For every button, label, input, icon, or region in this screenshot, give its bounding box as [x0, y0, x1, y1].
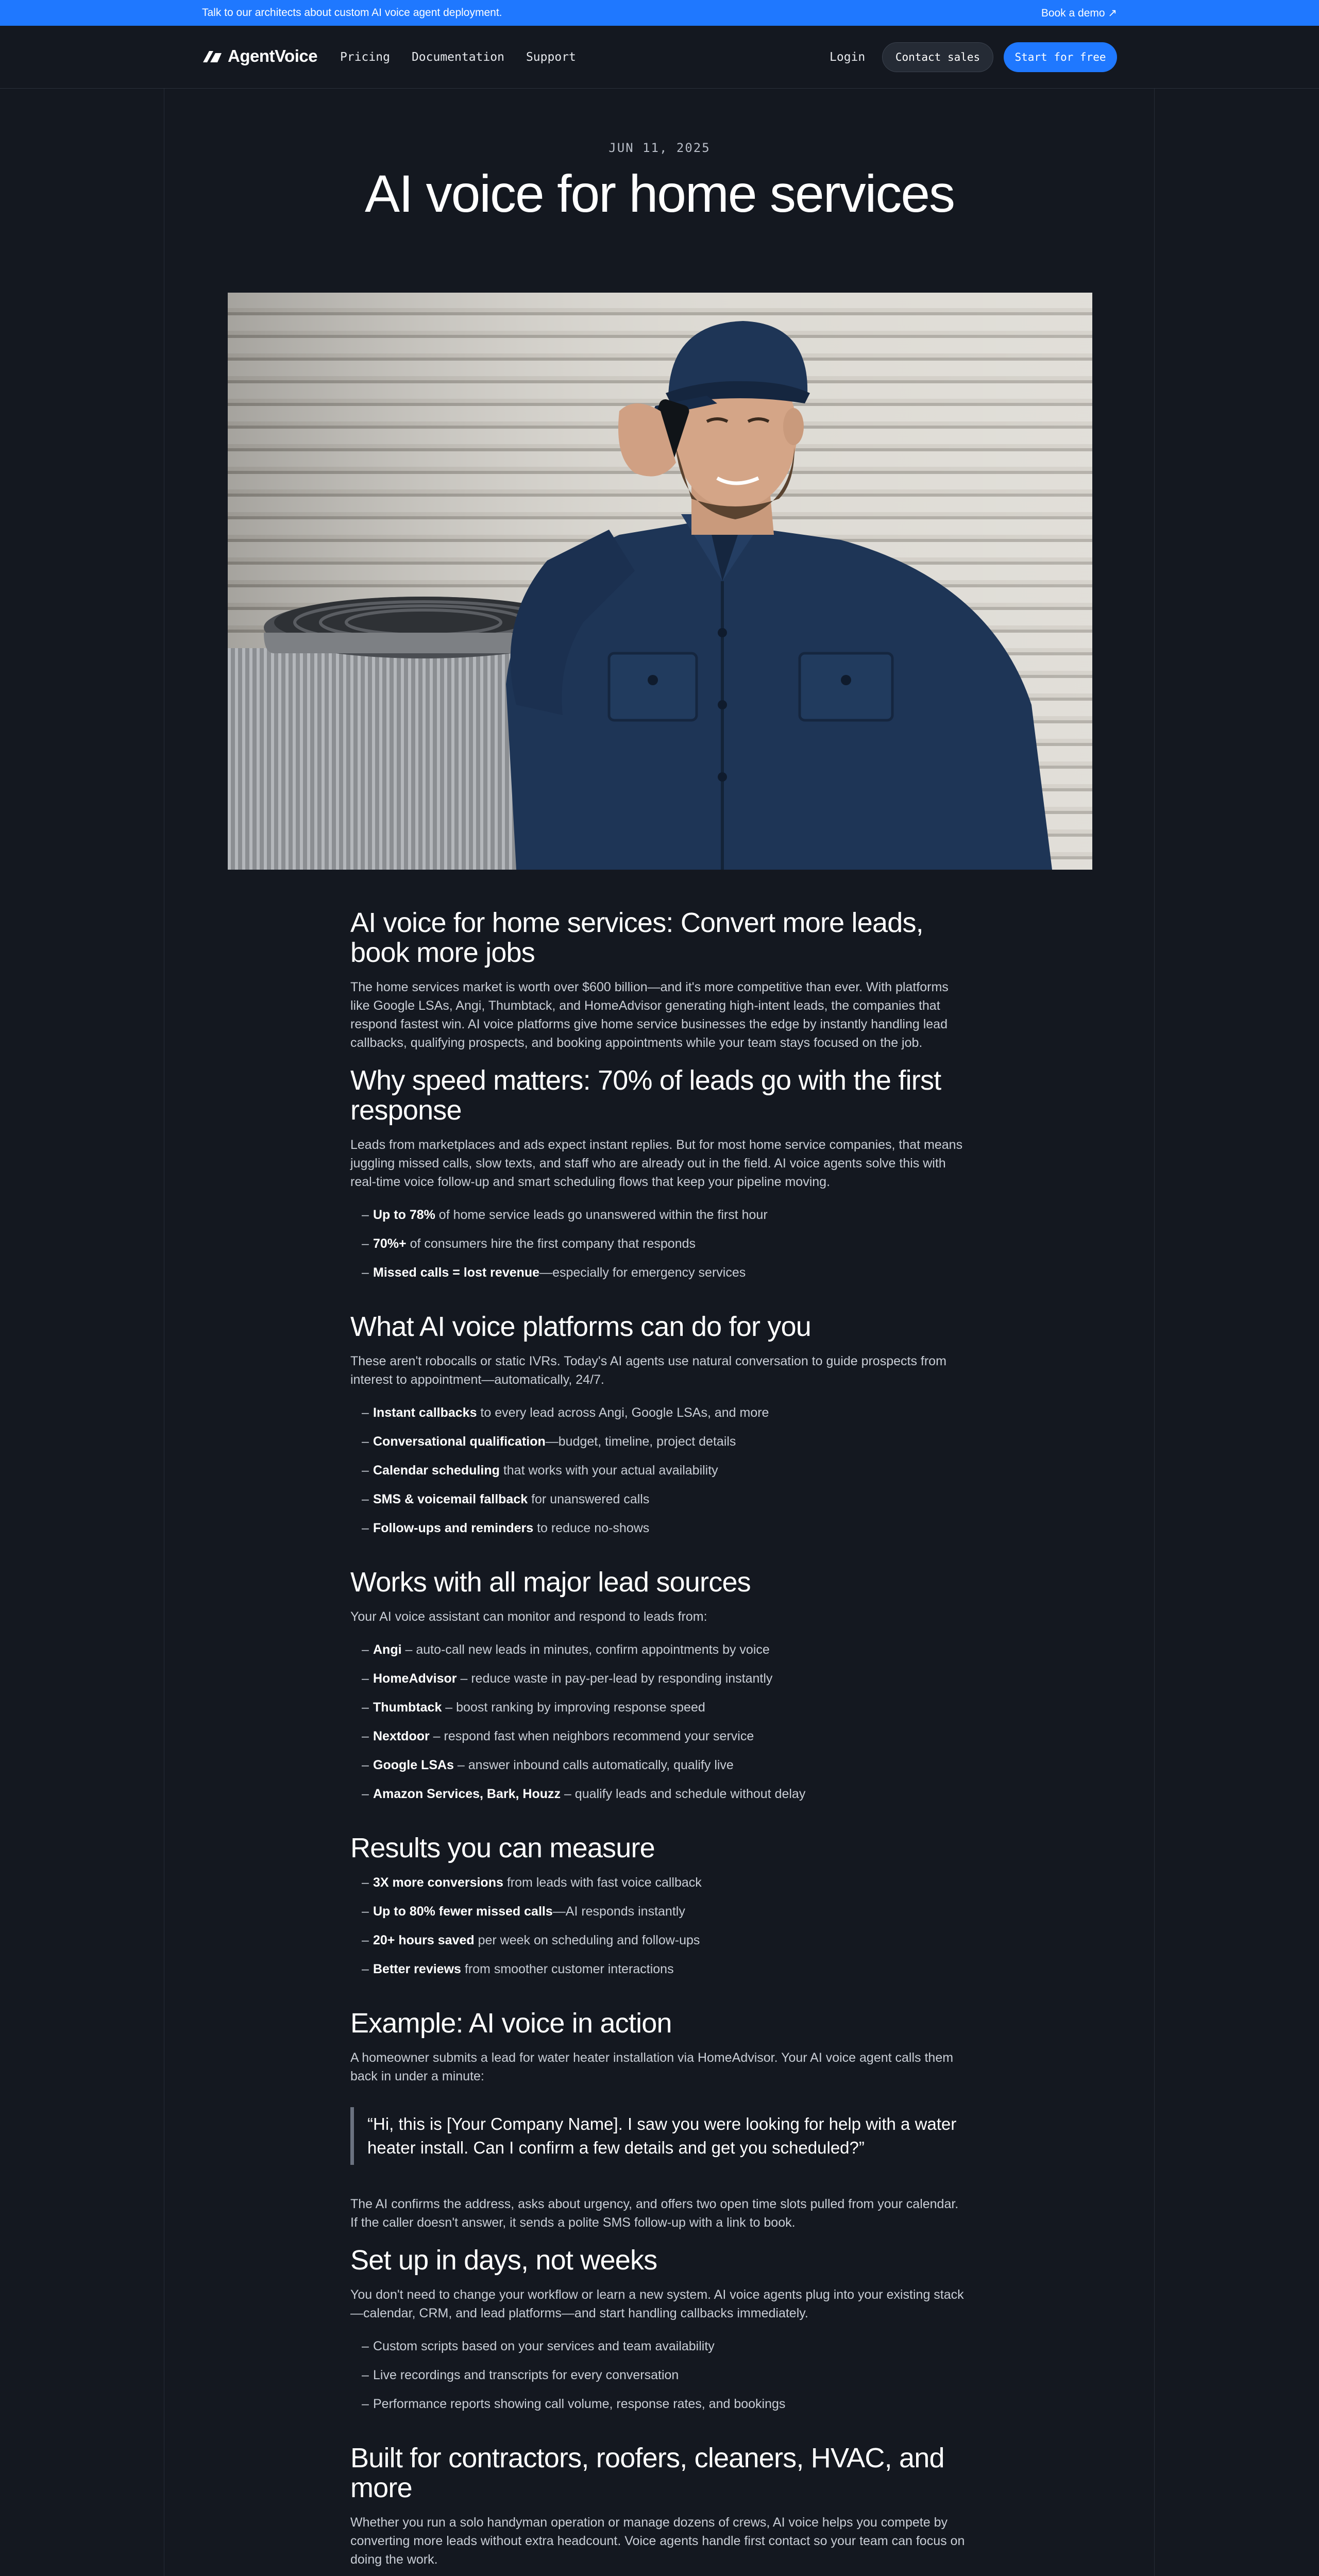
- section-heading: Set up in days, not weeks: [350, 2245, 657, 2276]
- section-heading: AI voice for home services: Convert more leads, book more jobs: [350, 907, 923, 968]
- list-item: – 20+ hours saved per week on scheduling and follow-ups: [362, 1933, 700, 1947]
- right-rail: [1154, 89, 1155, 2576]
- section-heading: Why speed matters: 70% of leads go with the first response: [350, 1065, 941, 1126]
- section-heading: Results you can measure: [350, 1833, 655, 1863]
- example-quote: “Hi, this is [Your Company Name]. I saw you were looking for help with a water heater install. Can I confirm a few details and get you scheduled?”: [350, 2107, 969, 2165]
- brand-logo[interactable]: [202, 46, 317, 66]
- section-heading: Works with all major lead sources: [350, 1567, 751, 1598]
- section-heading: What AI voice platforms can do for you: [350, 1311, 811, 1342]
- section-paragraph: Whether you run a solo handyman operation or manage dozens of crews, AI voice helps you compete by converting more leads without extra headcount. Voice agents handle first contact so your team can focus on doing the work.: [350, 2515, 965, 2567]
- list-item: – Instant callbacks to every lead across Angi, Google LSAs, and more: [362, 1405, 769, 1420]
- post-date: JUN 11, 2025: [608, 141, 711, 155]
- list-item: – Up to 78% of home service leads go unanswered within the first hour: [362, 1208, 768, 1222]
- list-item: – Follow-ups and reminders to reduce no-shows: [362, 1521, 650, 1535]
- brand-name: AgentVoice: [228, 46, 318, 65]
- contact-sales-button[interactable]: Contact sales: [882, 42, 993, 72]
- nav-link-documentation[interactable]: Documentation: [411, 50, 504, 64]
- announcement-message: Talk to our architects about custom AI voice agent deployment.: [202, 7, 502, 19]
- article-body: [350, 908, 969, 2576]
- list-item: – Thumbtack – boost ranking by improving response speed: [362, 1700, 705, 1715]
- section-paragraph: Leads from marketplaces and ads expect instant replies. But for most home service companies, that means juggling missed calls, slow texts, and staff who are already out in the field. AI voice agents solve this with real-time voice follow-up and smart scheduling flows that keep your pipeline moving.: [350, 1138, 963, 1189]
- list-item: – Calendar scheduling that works with your actual availability: [362, 1463, 718, 1478]
- nav-link-pricing[interactable]: Pricing: [340, 50, 390, 64]
- section-paragraph: The AI confirms the address, asks about urgency, and offers two open time slots pulled from your calendar. If the caller doesn't answer, it sends a polite SMS follow-up with a link to book.: [350, 2197, 959, 2230]
- stat-list: [350, 1206, 969, 1282]
- list-item: – Google LSAs – answer inbound calls automatically, qualify live: [362, 1758, 734, 1772]
- section-heading: Built for contractors, roofers, cleaners, HVAC, and more: [350, 2443, 944, 2503]
- list-item: – Angi – auto-call new leads in minutes, confirm appointments by voice: [362, 1642, 770, 1657]
- list-item: – Performance reports showing call volume, response rates, and bookings: [362, 2397, 786, 2411]
- results-list: [350, 1873, 969, 1978]
- list-item: – SMS & voicemail fallback for unanswered calls: [362, 1492, 650, 1506]
- section-paragraph: These aren't robocalls or static IVRs. Today's AI agents use natural conversation to guide prospects from interest to appointment—automatically, 24/7.: [350, 1354, 946, 1387]
- list-item: – Better reviews from smoother customer interactions: [362, 1962, 674, 1976]
- setup-list: [350, 2337, 969, 2413]
- book-demo-link[interactable]: Book a demo ↗: [1041, 7, 1117, 19]
- nav-links: [340, 50, 576, 64]
- list-item: – 3X more conversions from leads with fast voice callback: [362, 1875, 702, 1890]
- list-item: – Amazon Services, Bark, Houzz – qualify leads and schedule without delay: [362, 1787, 806, 1801]
- logo-mark-icon: [202, 49, 223, 63]
- list-item: – Live recordings and transcripts for every conversation: [362, 2368, 679, 2382]
- lead-source-list: [350, 1640, 969, 1803]
- page-title: AI voice for home services: [364, 164, 955, 223]
- list-item: – Conversational qualification—budget, timeline, project details: [362, 1434, 736, 1449]
- list-item: – 70%+ of consumers hire the first company that responds: [362, 1236, 696, 1251]
- section-heading: Example: AI voice in action: [350, 2008, 672, 2039]
- list-item: – HomeAdvisor – reduce waste in pay-per-lead by responding instantly: [362, 1671, 773, 1686]
- list-item: – Nextdoor – respond fast when neighbors recommend your service: [362, 1729, 754, 1743]
- announcement-bar: [0, 0, 1319, 26]
- list-item: – Custom scripts based on your services and team availability: [362, 2339, 715, 2353]
- start-free-button[interactable]: Start for free: [1004, 42, 1117, 72]
- section-paragraph: You don't need to change your workflow or learn a new system. AI voice agents plug into your existing stack—calendar, CRM, and lead platforms—and start handling callbacks immediately.: [350, 2287, 964, 2320]
- section-paragraph: Your AI voice assistant can monitor and respond to leads from:: [350, 1609, 707, 1624]
- technician-on-phone-illustration: [228, 293, 1092, 870]
- section-paragraph: A homeowner submits a lead for water heater installation via HomeAdvisor. Your AI voice agent calls them back in under a minute:: [350, 2050, 954, 2083]
- login-link[interactable]: Login: [830, 50, 866, 64]
- section-paragraph: The home services market is worth over $600 billion—and it's more competitive than ever. With platforms like Google LSAs, Angi, Thumbtack, and HomeAdvisor generating high-intent leads, the companies that respond fastest win. AI voice platforms give home service businesses the edge by instantly handling lead callbacks, qualifying prospects, and booking appointments while your team stays focused on the job.: [350, 980, 949, 1050]
- feature-list: [350, 1403, 969, 1537]
- nav-link-support[interactable]: Support: [526, 50, 576, 64]
- list-item: – Missed calls = lost revenue—especially for emergency services: [362, 1265, 746, 1280]
- hero-image: [228, 293, 1092, 870]
- list-item: – Up to 80% fewer missed calls—AI responds instantly: [362, 1904, 685, 1919]
- top-nav: [0, 26, 1319, 89]
